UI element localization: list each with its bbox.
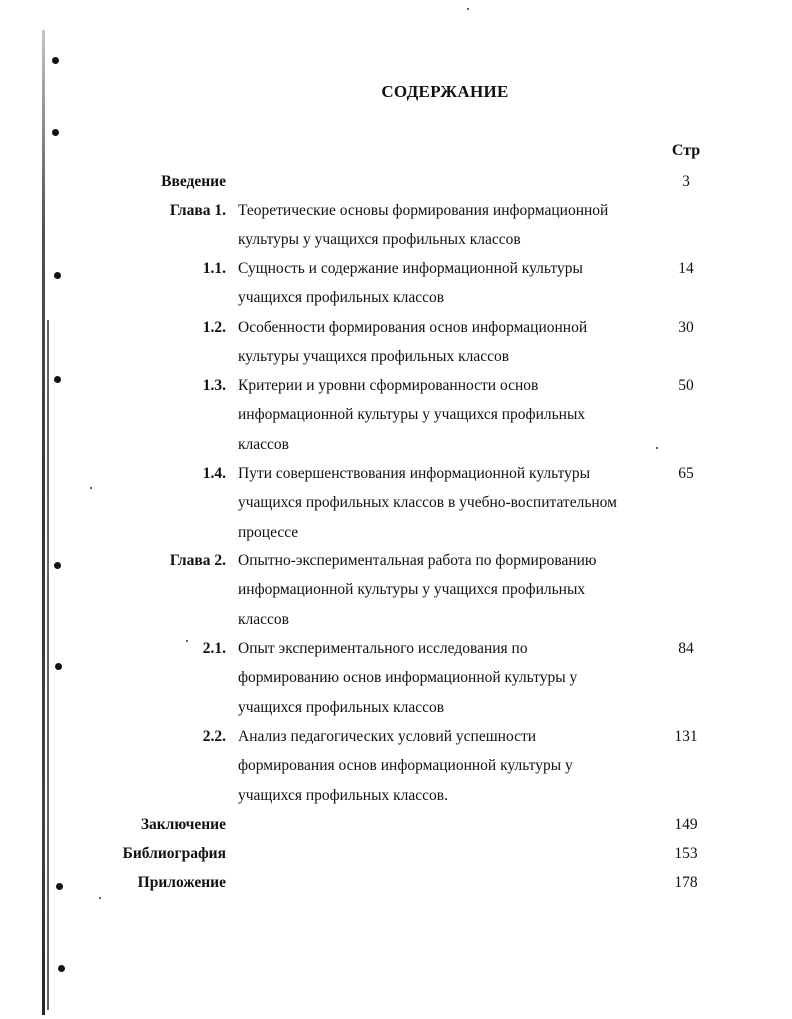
toc-entry-page: 50	[678, 377, 694, 394]
toc-entry-line: Опытно-экспериментальная работа по формированию	[238, 552, 597, 569]
toc-entry-page: 149	[674, 816, 698, 833]
toc-entry-page: 65	[678, 465, 694, 482]
toc-entry-label: 1.1.	[202, 260, 226, 277]
toc-entry-title	[238, 634, 658, 722]
scan-speck	[99, 897, 101, 899]
toc-entry-line: формирования основ информационной культуры у	[238, 757, 573, 775]
toc-entry-label: Глава 2.	[169, 552, 226, 569]
scan-speck	[467, 8, 469, 10]
toc-entry-line: формированию основ информационной культуры у	[238, 669, 578, 687]
toc-entry-title	[238, 546, 658, 634]
toc-entry-page: 14	[678, 260, 694, 277]
punch-hole	[52, 129, 59, 136]
toc-entry-line: информационной культуры у учащихся профильных	[238, 406, 586, 424]
toc-entry-line: учащихся профильных классов	[238, 698, 445, 716]
toc-entry-line: учащихся профильных классов в учебно-воспитательном	[238, 494, 617, 512]
toc-entry-line: Критерии и уровни сформированности основ	[238, 377, 539, 394]
page-title: СОДЕРЖАНИЕ	[381, 82, 509, 101]
binding-edge-shadow	[42, 30, 45, 1015]
toc-entry-label: 2.1.	[202, 640, 226, 657]
toc-entry-line: классов	[238, 435, 289, 453]
toc-entry-title	[238, 371, 658, 459]
toc-entry-line: Пути совершенствования информационной культуры	[238, 465, 591, 482]
toc-entry-line: учащихся профильных классов	[238, 289, 445, 307]
toc-entry-label: 2.2.	[202, 728, 226, 745]
page-number-column-header: Стр	[671, 142, 701, 159]
toc-entry-page: 178	[674, 874, 698, 891]
toc-entry-title	[238, 196, 658, 255]
toc-entry-line: Особенности формирования основ информационной	[238, 319, 588, 336]
punch-hole	[54, 376, 61, 383]
toc-entry-line: культуры у учащихся профильных классов	[238, 231, 521, 249]
toc-entry-line: Сущность и содержание информационной культуры	[238, 260, 583, 277]
toc-entry-line: Анализ педагогических условий успешности	[238, 728, 537, 745]
toc-entry-page: 3	[682, 173, 690, 190]
toc-entry-line: учащихся профильных классов.	[238, 786, 448, 804]
punch-hole	[54, 272, 61, 279]
toc-entry-label: Заключение	[140, 816, 226, 833]
toc-entry-line: Теоретические основы формирования информационной	[238, 202, 609, 219]
toc-entry-line: Опыт экспериментального исследования по	[238, 640, 528, 657]
toc-entry-page: 84	[678, 640, 694, 657]
toc-entry-line: информационной культуры у учащихся профильных	[238, 581, 586, 599]
toc-entry-label: Глава 1.	[169, 202, 226, 219]
toc-entry-line: процессе	[238, 523, 299, 541]
punch-hole	[54, 562, 61, 569]
toc-entry-title	[238, 459, 658, 547]
toc-entry-page: 30	[678, 319, 694, 336]
toc-entry-page: 153	[674, 845, 698, 862]
binding-edge-shadow	[47, 320, 49, 1010]
punch-hole	[56, 883, 63, 890]
toc-entry-page: 131	[674, 728, 698, 745]
toc-entry-title	[238, 722, 658, 810]
scan-speck	[186, 640, 188, 642]
scan-speck	[90, 487, 92, 489]
toc-entry-label: 1.2.	[202, 319, 226, 336]
toc-entry-title	[238, 254, 658, 313]
punch-hole	[58, 965, 65, 972]
punch-hole	[55, 663, 62, 670]
toc-entry-label: Введение	[161, 173, 226, 190]
toc-entry-label: 1.3.	[202, 377, 226, 394]
toc-entry-label: Приложение	[137, 874, 226, 891]
toc-entry-line: классов	[238, 610, 289, 628]
toc-entry-line: культуры учащихся профильных классов	[238, 348, 510, 366]
toc-entry-label: 1.4.	[202, 465, 226, 482]
toc-entry-title	[238, 313, 658, 372]
punch-hole	[52, 57, 59, 64]
toc-entry-label: Библиография	[122, 845, 226, 862]
